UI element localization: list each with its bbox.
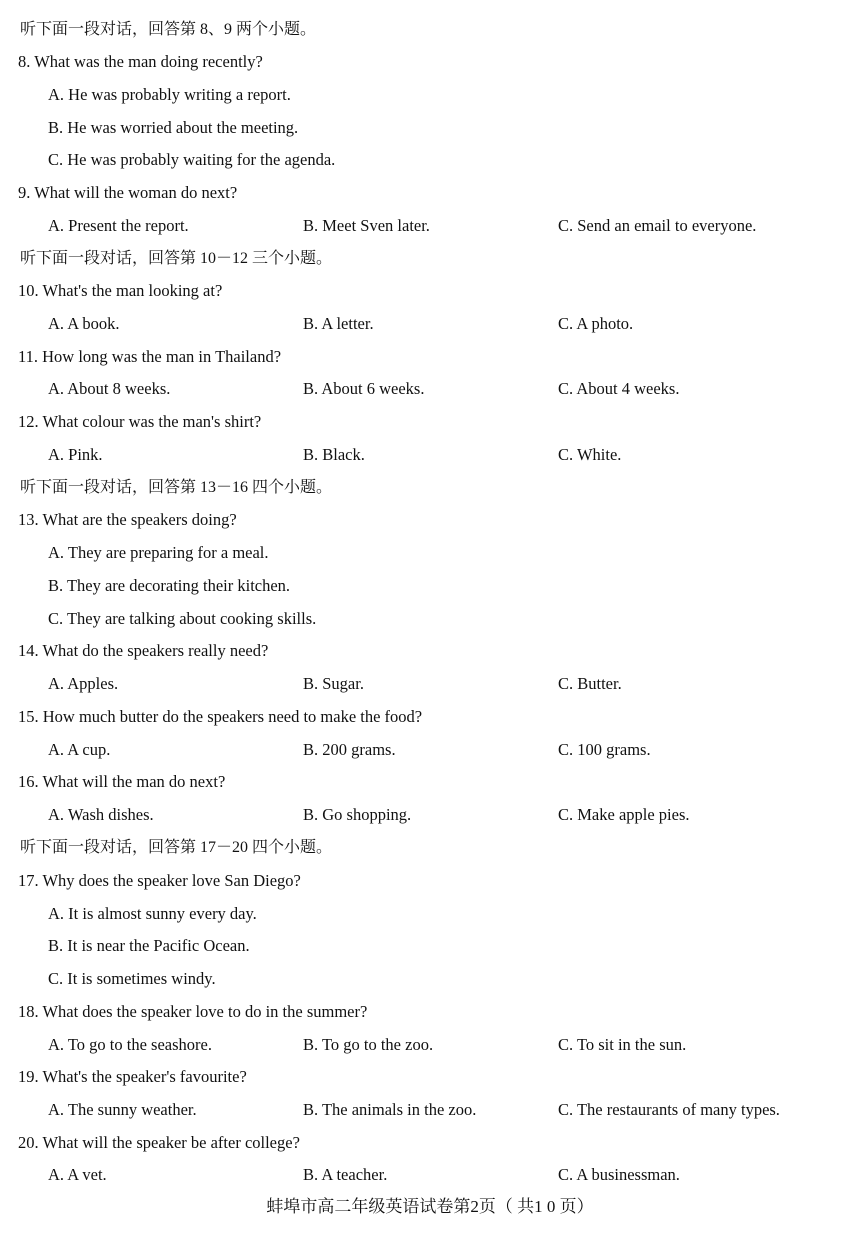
question-8-option-c: C. He was probably waiting for the agenda.	[48, 150, 336, 169]
section-heading: 听下面一段对话，回答第 17－20 四个小题。	[20, 839, 333, 856]
question-20-option-a: A. A vet.	[48, 1165, 107, 1184]
question-11-option-b: B. About 6 weeks.	[303, 379, 425, 398]
question-11-option-a: A. About 8 weeks.	[48, 379, 171, 398]
question-18-option-a: A. To go to the seashore.	[48, 1035, 212, 1054]
question-20-option-c: C. A businessman.	[558, 1165, 680, 1184]
question-20-option-b: B. A teacher.	[303, 1165, 388, 1184]
question-9-option-a: A. Present the report.	[48, 216, 189, 235]
question-15-option-c: C. 100 grams.	[558, 740, 651, 759]
question-15-option-b: B. 200 grams.	[303, 740, 396, 759]
section-heading: 听下面一段对话，回答第 13－16 四个小题。	[20, 479, 333, 496]
question-19-stem: 19. What's the speaker's favourite?	[18, 1067, 247, 1086]
question-19-option-c: C. The restaurants of many types.	[558, 1100, 780, 1119]
question-16-option-c: C. Make apple pies.	[558, 805, 690, 824]
question-17-stem: 17. Why does the speaker love San Diego?	[18, 871, 301, 890]
question-8-option-a: A. He was probably writing a report.	[48, 85, 291, 104]
question-12-option-a: A. Pink.	[48, 445, 103, 464]
question-10-option-a: A. A book.	[48, 314, 120, 333]
question-17-option-c: C. It is sometimes windy.	[48, 969, 216, 988]
question-12-option-b: B. Black.	[303, 445, 365, 464]
question-16-stem: 16. What will the man do next?	[18, 772, 226, 791]
question-11-stem: 11. How long was the man in Thailand?	[18, 347, 282, 366]
page-footer: 蚌埠市高二年级英语试卷第2页（ 共1 0 页）	[266, 1197, 594, 1216]
question-15-option-a: A. A cup.	[48, 740, 111, 759]
question-14-option-a: A. Apples.	[48, 674, 119, 693]
question-17-option-b: B. It is near the Pacific Ocean.	[48, 936, 250, 955]
question-10-stem: 10. What's the man looking at?	[18, 281, 223, 300]
question-20-stem: 20. What will the speaker be after college?	[18, 1133, 300, 1152]
question-17-option-a: A. It is almost sunny every day.	[48, 904, 257, 923]
question-9-option-b: B. Meet Sven later.	[303, 216, 430, 235]
section-heading: 听下面一段对话，回答第 10－12 三个小题。	[20, 250, 333, 267]
question-8-stem: 8. What was the man doing recently?	[18, 52, 263, 71]
section-heading: 听下面一段对话，回答第 8、9 两个小题。	[20, 21, 317, 38]
question-19-option-a: A. The sunny weather.	[48, 1100, 197, 1119]
question-16-option-a: A. Wash dishes.	[48, 805, 154, 824]
question-18-option-b: B. To go to the zoo.	[303, 1035, 434, 1054]
question-12-option-c: C. White.	[558, 445, 622, 464]
question-18-option-c: C. To sit in the sun.	[558, 1035, 687, 1054]
question-13-option-c: C. They are talking about cooking skills.	[48, 609, 317, 628]
question-15-stem: 15. How much butter do the speakers need to make the food?	[18, 707, 423, 726]
question-10-option-b: B. A letter.	[303, 314, 374, 333]
question-16-option-b: B. Go shopping.	[303, 805, 412, 824]
question-19-option-b: B. The animals in the zoo.	[303, 1100, 477, 1119]
question-9-stem: 9. What will the woman do next?	[18, 183, 238, 202]
question-12-stem: 12. What colour was the man's shirt?	[18, 412, 262, 431]
question-11-option-c: C. About 4 weeks.	[558, 379, 680, 398]
question-14-option-b: B. Sugar.	[303, 674, 364, 693]
question-13-option-b: B. They are decorating their kitchen.	[48, 576, 291, 595]
question-9-option-c: C. Send an email to everyone.	[558, 216, 757, 235]
question-8-option-b: B. He was worried about the meeting.	[48, 118, 299, 137]
question-13-stem: 13. What are the speakers doing?	[18, 510, 237, 529]
question-18-stem: 18. What does the speaker love to do in the summer?	[18, 1002, 368, 1021]
question-13-option-a: A. They are preparing for a meal.	[48, 543, 269, 562]
question-10-option-c: C. A photo.	[558, 314, 634, 333]
question-14-option-c: C. Butter.	[558, 674, 622, 693]
question-14-stem: 14. What do the speakers really need?	[18, 641, 269, 660]
